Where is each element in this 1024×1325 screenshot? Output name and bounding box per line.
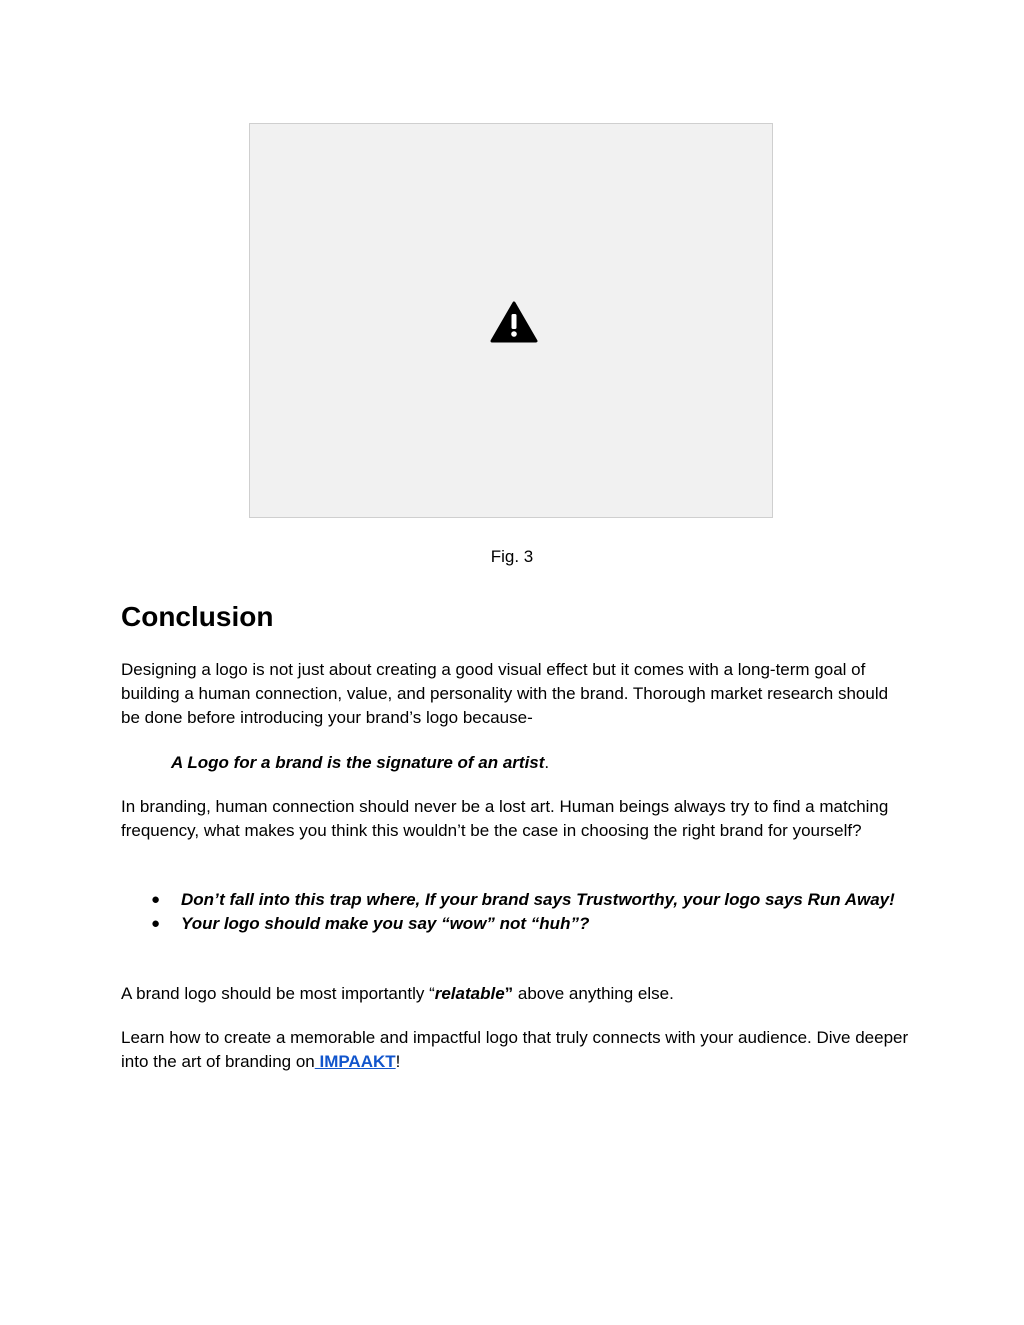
relatable-post: above anything else.	[513, 984, 674, 1003]
bullet-marker: ●	[151, 915, 161, 932]
list-item-text: Your logo should make you say “wow” not “huh”?	[181, 914, 590, 933]
relatable-close-quote: ”	[504, 984, 514, 1003]
figure-caption: Fig. 3	[490, 547, 534, 566]
paragraph-cta	[121, 1026, 911, 1074]
paragraph-intro: Designing a logo is not just about creating a good visual effect but it comes with a long-term goal of building a human connection, value, and personality with the brand. Thorough market research should be done before introducing your brand’s logo because-	[121, 660, 889, 727]
section-heading: Conclusion	[121, 601, 274, 632]
list-item-text: Don’t fall into this trap where, If your brand says Trustworthy, your logo says Run Away!	[181, 890, 895, 909]
image-placeholder	[249, 123, 773, 518]
list-item	[121, 912, 911, 936]
bullet-marker: ●	[151, 891, 161, 908]
quote-end: .	[544, 753, 550, 772]
bullet-list	[121, 888, 911, 936]
relatable-emphasis: relatable	[434, 984, 505, 1003]
cta-text: Learn how to create a memorable and impactful logo that truly connects with your audience. Dive deeper into the art of branding on	[121, 1028, 909, 1071]
impaakt-link[interactable]: IMPAAKT	[314, 1052, 396, 1071]
paragraph-relatable	[121, 982, 911, 1006]
warning-icon	[490, 301, 538, 343]
relatable-pre: A brand logo should be most importantly “	[121, 984, 435, 1003]
list-item	[121, 888, 911, 912]
cta-end: !	[395, 1052, 401, 1071]
paragraph-branding: In branding, human connection should never be a lost art. Human beings always try to find a matching frequency, what makes you think this wouldn’t be the case in choosing the right brand for yourself?	[121, 797, 889, 840]
quote-line	[171, 751, 911, 775]
quote-emphasis: A Logo for a brand is the signature of an artist	[171, 753, 545, 772]
